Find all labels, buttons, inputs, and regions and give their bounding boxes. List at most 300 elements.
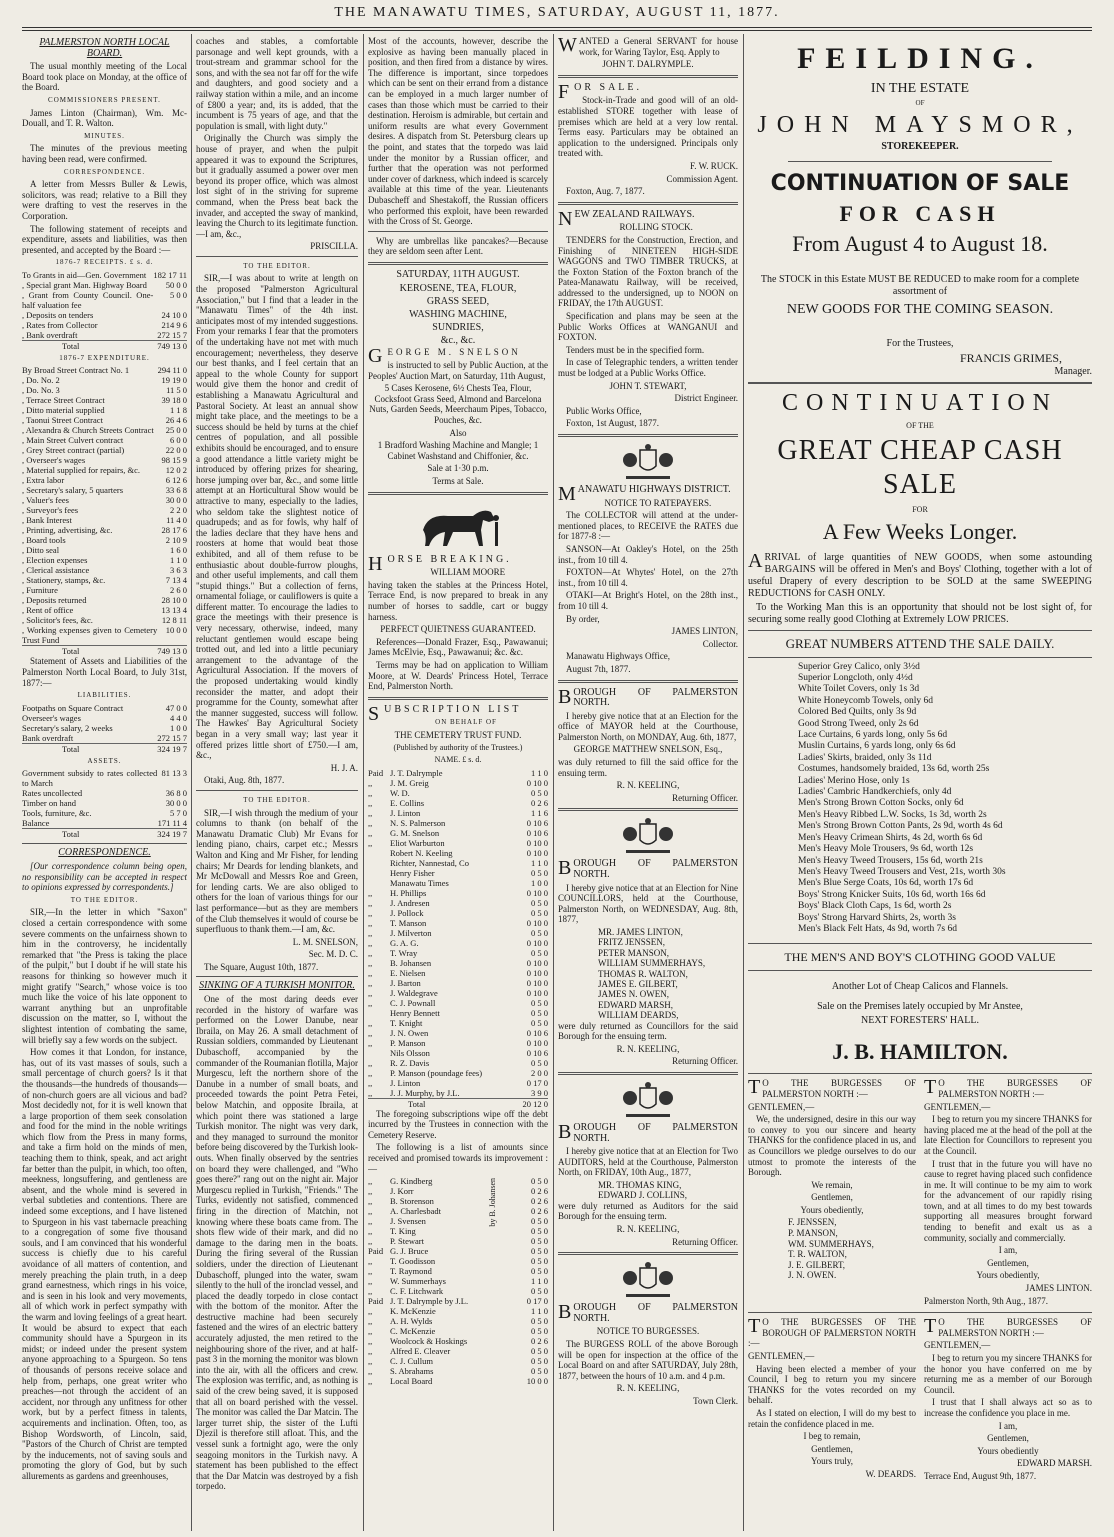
price-list-item: Men's Blue Serge Coats, 10s 6d, worth 17s 6d	[798, 878, 974, 889]
b-right-yours: Yours obediently,	[976, 1270, 1040, 1281]
receipt-row-cell: , Grant from County Council. One-half valuation fee	[22, 289, 154, 310]
expend-row-cell: , Ditto seal	[22, 545, 60, 556]
rail-p2: Specification and plans may be seen at the Public Works Offices at WANGANUI and FOXTON.	[558, 311, 738, 343]
c-right-yours: Yours obediently	[977, 1445, 1039, 1456]
expend-row-cell: , Printing, advertising, &c.	[22, 525, 113, 536]
subscription-row	[368, 1078, 548, 1088]
asset-row-cell: 30 0 0	[165, 798, 187, 809]
expend-row	[22, 555, 187, 565]
divider	[558, 75, 738, 78]
letter2-sig: H. J. A.	[330, 762, 358, 773]
rail-p3: Tenders must be in the specified form.	[566, 344, 705, 355]
subscription-row-cell: P. Stewart	[390, 1236, 424, 1247]
expend-row-cell: , Alexandra & Church Streets Contract	[22, 425, 154, 436]
subscription-row-cell: ,,	[368, 997, 373, 1008]
subs-total	[368, 1098, 548, 1109]
horse-refs: References—Donald Frazer, Esq., Pawawanui; James McElvie, Esq., Pawawanui; &c. &c.	[368, 636, 548, 658]
to-editor-3: TO THE EDITOR.	[243, 795, 311, 804]
subscription-row-cell: ,,	[368, 787, 373, 798]
to-editor: TO THE EDITOR.	[70, 895, 139, 904]
expend-row-cell: , Ditto material supplied	[22, 405, 105, 416]
expend-row	[22, 385, 187, 395]
price-list-item: Superior Grey Calico, only 3½d	[798, 661, 920, 672]
price-list-item: Ladies' Cambric Handkerchiefs, only 4d	[798, 787, 952, 798]
b4-notice: NOTICE TO BURGESSES.	[596, 1326, 700, 1337]
subscription-row	[368, 1018, 548, 1028]
expend-row-cell: , Do. No. 3	[22, 385, 60, 396]
price-list-item: Men's Heavy Tweed Trousers, 15s 6d, worth 21s	[798, 855, 983, 866]
subscription-row-cell: 0 5 0	[531, 1226, 548, 1237]
for-trustees: For the Trustees,	[886, 337, 954, 349]
subscription-row-cell: G. Kindberg	[390, 1176, 433, 1187]
divider	[368, 697, 548, 700]
subscription-row-cell: 0 10 0	[526, 847, 548, 858]
asset-row	[22, 829, 187, 840]
subscription-row-cell: 0 10 6	[526, 817, 548, 828]
great-cheap-cash-sale: GREAT CHEAP CASH SALE	[777, 434, 1063, 500]
subscription-row-cell: ,,	[368, 797, 373, 808]
subscription-row-cell: ,,	[368, 937, 373, 948]
subscription-row-cell: ,,	[368, 897, 373, 908]
divider	[558, 434, 738, 437]
c-right-am: I am,	[998, 1420, 1018, 1431]
subscription-row	[368, 888, 548, 898]
subscription-row-cell: J. N. Owen	[390, 1027, 429, 1038]
c-right-date: Terrace End, August 9th, 1877.	[924, 1470, 1037, 1481]
expend-row-cell: , Grey Street contract (partial)	[22, 445, 125, 456]
divider	[196, 790, 358, 791]
expend-row-cell: 10 0 0	[165, 625, 187, 636]
subscription-row-cell: 0 10 0	[526, 837, 548, 848]
subscription-row	[368, 968, 548, 978]
rail-sub: ROLLING STOCK.	[619, 222, 693, 233]
subscription-row-cell: ,,	[368, 827, 373, 838]
subscription-row-cell	[368, 1008, 390, 1018]
subscription-row-cell: J. Barton	[390, 977, 421, 988]
asset-row-cell: Government subsidy to rates collected to March	[22, 768, 158, 789]
subscription-row-cell: J. Pollock	[390, 907, 424, 918]
price-list-item: Men's Heavy Ribbed L.W. Socks, 1s 3d, worth 2s	[798, 809, 987, 820]
councillor-name: THOMAS R. WALTON,	[598, 968, 688, 979]
signatory-name: WM. SUMMERHAYS,	[788, 1238, 874, 1249]
subscription-row-cell: W. D.	[390, 787, 410, 798]
divider	[748, 1312, 1092, 1313]
subscription-row-cell: Eliot Warburton	[390, 837, 445, 848]
subscription-row-cell: G. M. Snelson	[390, 827, 440, 838]
b-left-gent: GENTLEMEN,—	[748, 1101, 815, 1112]
expend-row-cell: , Do. No. 2	[22, 375, 60, 386]
subscription-row-cell: 0 5 0	[531, 1017, 548, 1028]
subscription-row-cell: 0 5 0	[531, 787, 548, 798]
subscription-row	[368, 1038, 548, 1048]
subscription-row	[368, 1226, 548, 1236]
of-the: OF THE	[906, 420, 934, 430]
subscription-row	[368, 988, 548, 998]
subscription-row	[368, 1186, 548, 1196]
expend-row	[22, 595, 187, 605]
subscription-row-cell: 3 9 0	[531, 1087, 548, 1098]
liab-head: LIABILITIES.	[77, 691, 132, 700]
receipt-row	[22, 270, 187, 280]
letter3-sig: L. M. SNELSON,	[292, 936, 358, 947]
liability-row	[22, 713, 187, 723]
expend-row-cell: 2 6 0	[170, 585, 187, 596]
sale-date: SATURDAY, 11TH AUGUST.	[396, 268, 520, 280]
subscription-row-cell: 0 5 0	[531, 1176, 548, 1187]
receipt-row-cell: 24 10 0	[161, 309, 187, 320]
liability-row-cell: 4 4 0	[170, 712, 187, 723]
subscription-row-cell: ,,	[368, 837, 373, 848]
divider	[196, 256, 358, 257]
snelson-text: is instructed to sell by Public Auction, at the Peoples' Auction Mart, on Saturday, 11th August,	[368, 360, 548, 381]
subscription-row-cell: 0 5 0	[531, 867, 548, 878]
letter3: SIR,—I wish through the medium of your columns to thank (on behalf of the Manawatu Dramatic Club) Mr Evans for lending piano, chairs, carpet etc.; Messrs Walton and King and Mr Fisher, for lending chairs; Mr Deards for lending blankets, and Mr McDowall and Messrs Roe and Green, for lending carts. We are also obliged to others for the loan of various things for our last performance—but as they are members of the Club themselves it would of course be superfluous to thank them.—I am, &c.	[196, 807, 358, 935]
price-list-item: Colored Bed Quilts, only 3s 9d	[798, 707, 917, 718]
subscription-row-cell: J. Waldegrave	[390, 987, 438, 998]
corr-note: [Our correspondence column being open, no responsibility can be accepted in respect to opinions expressed by correspondents.]	[22, 861, 187, 893]
subscription-row-cell	[368, 868, 390, 878]
b2-title: BOROUGH OF PALMERSTON NORTH.	[558, 857, 738, 881]
forsale-name: F. W. RUCK.	[689, 160, 738, 171]
b-left-title: TO THE BURGESSES OF PALMERSTON NORTH :—	[748, 1076, 916, 1099]
expend-row-cell: 26 4 6	[165, 415, 187, 426]
councillor-name: JAMES N. OWEN,	[598, 989, 669, 1000]
subscription-row	[368, 818, 548, 828]
continuation-of-sale: CONTINUATION OF SALE	[770, 170, 1070, 196]
subscription-row-cell: ,,	[368, 1087, 373, 1098]
forsale-date: Foxton, Aug. 7, 1877.	[566, 186, 645, 197]
subscription-row-cell: Robert N. Keeling	[390, 847, 453, 858]
minutes-head: MINUTES.	[84, 131, 125, 140]
subscription-row	[368, 788, 548, 798]
subscription-row-cell: T. King	[390, 1226, 416, 1237]
minutes: The minutes of the previous meeting having been read, were confirmed.	[22, 143, 187, 164]
subscription-row-cell: K. McKenzie	[390, 1306, 436, 1317]
price-list-item: Lace Curtains, 6 yards long, only 5s 6d	[798, 730, 948, 741]
subscription-row-cell: C. McKenzie	[390, 1326, 436, 1337]
subscription-row-cell: ,,	[368, 907, 373, 918]
subscription-row-cell: Richter, Nannestad, Co	[390, 857, 469, 868]
subscription-row	[368, 1196, 548, 1206]
subscription-row-cell: ,,	[368, 1017, 373, 1028]
subscription-row-cell: 0 2 6	[531, 1206, 548, 1217]
hamilton: J. B. HAMILTON.	[832, 1039, 1008, 1065]
expend-row-cell: 25 0 0	[165, 425, 187, 436]
b2-text2: were duly returned as Councillors for the said Borough for the ensuing term.	[558, 1020, 738, 1042]
expend-row-cell: 3 6 3	[170, 565, 187, 576]
sinking-title: SINKING OF A TURKISH MONITOR.	[199, 980, 355, 992]
masthead: THE MANAWATU TIMES, SATURDAY, AUGUST 11, 1877.	[334, 5, 780, 20]
subscription-row-cell: 10 0 0	[526, 1376, 548, 1387]
expend-row-cell: 39 18 0	[161, 395, 187, 406]
expend-row-cell: 12 8 11	[161, 615, 187, 626]
expend-row-cell: , Solicitor's fees, &c.	[22, 615, 93, 626]
subscription-row-cell: 0 10 0	[526, 937, 548, 948]
subscription-row-cell	[368, 848, 390, 858]
expend-row-cell: 1 6 0	[170, 545, 187, 556]
continuation: CONTINUATION	[782, 389, 1058, 416]
b4-text: The BURGESS ROLL of the above Borough will be open for inspection at the office of the Local Board on and after SATURDAY, July 28th, 1877, between the hours of 10 a.m. and 4 p.m.	[558, 1338, 738, 1381]
subscription-row-cell: ,,	[368, 957, 373, 968]
c-left-gent: GENTLEMEN,—	[748, 1351, 815, 1361]
asset-row	[22, 788, 187, 798]
subscription-row	[368, 858, 548, 868]
councillor-name: WILLIAM DEARDS,	[598, 1010, 679, 1021]
subscription-row	[368, 828, 548, 838]
c-right-text2: I trust that I shall always act so as to increase the confidence you place in me.	[924, 1397, 1092, 1418]
b-right-g: Gentlemen,	[987, 1257, 1029, 1268]
b2-name: R. N. KEELING,	[616, 1043, 680, 1054]
asset-row	[22, 798, 187, 808]
receipt-row	[22, 290, 187, 310]
expend-row-cell: 98 15 9	[161, 455, 187, 466]
divider	[748, 630, 1092, 631]
b1-name: R. N. KEELING,	[616, 780, 680, 791]
c-right-title: TO THE BURGESSES OF PALMERSTON NORTH :—	[924, 1315, 1092, 1338]
subscription-row-cell: Paid	[368, 767, 384, 778]
mens-value: THE MEN'S AND BOY'S CLOTHING GOOD VALUE	[784, 950, 1056, 965]
subscription-row-cell: 0 5 0	[531, 1366, 548, 1377]
receipt-row	[22, 330, 187, 341]
subs-head: NAME. £ s. d.	[434, 755, 482, 765]
receipt-row-cell: 50 0 0	[165, 279, 187, 290]
washing: 1 Bradford Washing Machine and Mangle; 1 Cabinet Washstand and Chiffonier, &c.	[377, 440, 539, 461]
liab-table	[22, 703, 187, 754]
subscription-row-cell: ,,	[368, 1037, 373, 1048]
signatory-name: J. E. GILBERT,	[788, 1259, 846, 1270]
divider	[558, 808, 738, 811]
expend-row-cell: , Main Street Culvert contract	[22, 435, 124, 446]
column-3	[368, 36, 548, 1531]
subscription-row-cell: 0 5 0	[531, 1316, 548, 1327]
subscription-row	[368, 1266, 548, 1276]
expend-row	[22, 625, 187, 646]
subs-total-label: Total	[368, 1098, 493, 1109]
subscription-row-cell: Alfred E. Cleaver	[390, 1346, 451, 1357]
subscription-row	[368, 998, 548, 1008]
great-numbers: GREAT NUMBERS ATTEND THE SALE DAILY.	[785, 635, 1055, 651]
expend-row-cell: 7 13 4	[165, 575, 187, 586]
price-list-item: White Honeycomb Towels, only 6d	[798, 695, 934, 706]
snelson-goods: 5 Cases Kerosene, 6½ Chests Tea, Flour, Cocksfoot Grass Seed, Almond and Barcelona Nuts, Garden Seeds, Meerchaum Pipes, Tobacco, Pouches, &c.	[369, 383, 547, 426]
for-cash: FOR CASH	[839, 200, 1001, 226]
subscription-row-cell: Local Board	[390, 1376, 433, 1387]
rail-title: NEW ZEALAND RAILWAYS.	[558, 207, 695, 230]
subscription-row-cell: J. Korr	[390, 1186, 414, 1197]
expend-row	[22, 545, 187, 555]
letter1-sig: PRISCILLA.	[310, 241, 358, 252]
subscription-row	[368, 878, 548, 888]
subscription-row-cell: 0 10 0	[526, 987, 548, 998]
councillor-name: FRITZ JENSSEN,	[598, 937, 666, 948]
receipt-row-cell: , Bank overdraft	[22, 329, 78, 340]
sale-item: &c., &c.	[440, 335, 476, 347]
subscription-row-cell: ,,	[368, 807, 373, 818]
statement: The following statement of receipts and expenditure, assets and liabilities, was then presented, and accepted by the Board :—	[22, 223, 187, 255]
receipt-row	[22, 310, 187, 320]
subscription-row-cell: 1 1 6	[531, 807, 548, 818]
expend-row	[22, 646, 187, 657]
receipt-row	[22, 320, 187, 330]
subscription-row-cell: ,,	[368, 1306, 373, 1317]
subscription-row-cell: 0 5 0	[531, 1216, 548, 1227]
subscription-row-cell: 0 5 0	[531, 1246, 548, 1257]
to-editor-2: TO THE EDITOR.	[243, 261, 311, 270]
subscription-row-cell: Woolcock & Hoskings	[390, 1336, 468, 1347]
divider	[748, 657, 1092, 658]
price-list-item: Men's Heavy Mole Trousers, 9s 6d, worth 12s	[798, 844, 974, 855]
subscription-row	[368, 1346, 548, 1356]
letter2-place: Otaki, Aug. 8th, 1877.	[204, 775, 285, 786]
hw-name: JAMES LINTON,	[671, 626, 738, 637]
hw-notice: NOTICE TO RATEPAYERS.	[604, 497, 712, 508]
expend-row-cell: , Bank Interest	[22, 515, 72, 526]
subscription-row-cell: 0 5 0	[531, 1236, 548, 1247]
expend-row-cell: 2 2 0	[170, 505, 187, 516]
subscription-row-cell: ,,	[368, 1376, 373, 1387]
subscription-row-cell: E. Collins	[390, 797, 425, 808]
expend-row-cell: By Broad Street Contract No. 1	[22, 365, 130, 376]
c-left-title: TO THE BURGESSES OF THE BOROUGH OF PALMERSTON NORTH :—	[748, 1315, 916, 1349]
subscription-row-cell: ,,	[368, 977, 373, 988]
liability-row-cell: Footpaths on Square Contract	[22, 702, 124, 713]
price-list-item: Ladies' Merino Hose, only 1s	[798, 775, 910, 786]
asset-row-cell: 324 19 7	[157, 829, 187, 840]
expend-row	[22, 505, 187, 515]
subscription-row-cell: J. Andresen	[390, 897, 430, 908]
subscription-row-cell: J. Svensen	[390, 1216, 426, 1227]
working-man: To the Working Man this is an opportunity that should not be lost sight of, for securing some really good Clothing at Extremely LOW PRICES.	[748, 601, 1092, 625]
subscription-row-cell: ,,	[368, 917, 373, 928]
divider	[558, 680, 738, 683]
subscription-row-cell: T. Wray	[390, 947, 418, 958]
maysmor-name: JOHN MAYSMOR,	[757, 111, 1083, 138]
expend-row-cell: , Election expenses	[22, 555, 88, 566]
liability-row-cell: Bank overdraft	[22, 732, 74, 743]
arrival: ARRIVAL of large quantities of NEW GOODS, when some astounding BARGAINS will be offered in Men's and Boys' Clothing, together with a lot of useful Drapery of every description to be SOLD at the same SWEEPING REDUCTIONS for CASH ONLY.	[748, 549, 1092, 599]
forsale-role: Commission Agent.	[666, 173, 738, 184]
subscription-row	[368, 1306, 548, 1316]
subscription-row-cell: 0 10 6	[526, 827, 548, 838]
c-right-text: I beg to return you my sincere THANKS for the honor you have conferred on me by returning me as a member of our Borough Council.	[924, 1353, 1092, 1395]
corr-title: CORRESPONDENCE.	[58, 847, 151, 859]
b-right-name: JAMES LINTON.	[1025, 1283, 1092, 1294]
subscription-row-cell: ,,	[368, 1226, 373, 1237]
few-weeks: A Few Weeks Longer.	[822, 518, 1018, 544]
b-right-text: I beg to return you my sincere THANKS for having placed me at the head of the poll at the late Election for Councillors to represent you at the Council.	[924, 1114, 1092, 1156]
receipt-row-cell: 182 17 11	[153, 269, 187, 280]
subscription-row-cell: Manawatu Times	[390, 877, 449, 888]
price-list-item: Men's Heavy Crimean Shirts, 4s 2d, worth 6s 6d	[798, 832, 983, 843]
assets-head: ASSETS.	[87, 756, 122, 765]
councillor-name: EDWARD MARSH,	[598, 999, 674, 1010]
divider	[368, 231, 548, 232]
subscription-row-cell: ,,	[368, 1326, 373, 1337]
subscription-row-cell: C. F. Litchwark	[390, 1286, 444, 1297]
subscription-row-cell: ,,	[368, 967, 373, 978]
expend-row	[22, 425, 187, 435]
receipts-head: 1876-7 RECEIPTS. £ s. d.	[55, 258, 154, 267]
asset-row-cell: 36 8 0	[165, 788, 187, 799]
letter1-cont: coaches and stables, a comfortable parsonage and well kept grounds, with a trout-stream and grammar school for the sons, and with the sea not far off for the wife and daughters, and good society and a railway station within a mile, and an income of £800 a year; and, its is added, that the incumbent is 75 years of age, and that the population is small, with light duty."	[196, 36, 358, 131]
b-left-names	[788, 1217, 916, 1281]
subscription-row-cell: 0 17 0	[526, 1296, 548, 1307]
wanted: WANTED a General SERVANT for house work, for Waring Taylor, Esq. Apply to	[558, 36, 738, 57]
expend-table	[22, 365, 187, 656]
new-goods: NEW GOODS FOR THE COMING SEASON.	[786, 301, 1054, 317]
subscription-row-cell: 0 5 0	[531, 1256, 548, 1267]
subscription-row	[368, 928, 548, 938]
sale-dates: From August 4 to August 18.	[792, 230, 1048, 256]
subscription-row	[368, 1236, 548, 1246]
sale-items	[368, 282, 548, 347]
subscription-row	[368, 1376, 548, 1386]
subs2-table	[368, 1176, 548, 1386]
estate-of: OF	[915, 98, 925, 107]
c-right-name: EDWARD MARSH.	[1016, 1458, 1092, 1469]
subscription-row	[368, 1068, 548, 1078]
hw-p1: The COLLECTOR will attend at the under-mentioned places, to RECEIVE the RATES due for 1877-8 :—	[558, 510, 738, 542]
subscription-row-cell: ,,	[368, 1366, 373, 1377]
thanks-notices-row-2	[748, 1317, 1092, 1483]
subscription-row-cell: W. Summerhays	[390, 1276, 446, 1287]
c-left-name: W. DEARDS.	[865, 1468, 916, 1479]
rail-date: Foxton, 1st August, 1877.	[566, 418, 660, 429]
b-right-text2: I trust that in the future you will have no cause to regret having placed such confidence in me. It will continue to be my aim to work for the advancement of our rapidly rising town, and at all times to do my best towards supporting all measures brought forward tending to benefit and exalt us as a community, socially and commercially.	[924, 1158, 1092, 1243]
b3-name: R. N. KEELING,	[616, 1224, 680, 1234]
column-2	[196, 36, 358, 1531]
subscription-row-cell: ,,	[368, 1176, 373, 1187]
b4-title: BOROUGH OF PALMERSTON NORTH.	[558, 1301, 738, 1324]
subscription-row-cell: ,,	[368, 1216, 373, 1227]
price-list-item: Men's Strong Brown Cotton Pants, 2s 9d, worth 4s 6d	[798, 821, 1003, 832]
signatory-name: T. R. WALTON,	[788, 1249, 847, 1260]
column-5	[748, 36, 1092, 1531]
expend-row	[22, 375, 187, 385]
expend-row	[22, 575, 187, 585]
liability-row-cell: 1 0 0	[170, 722, 187, 733]
subscription-row-cell: T. Knight	[390, 1017, 423, 1028]
subscription-row	[368, 1286, 548, 1296]
c-left-remain: I beg to remain,	[803, 1431, 861, 1442]
subscription-row-cell: 0 10 6	[526, 1047, 548, 1058]
expend-row-cell: , Taonui Street Contract	[22, 415, 103, 426]
terms: Terms at Sale.	[432, 476, 484, 486]
c-left-text: Having been elected a member of your Council, I beg to return you my sincere THANKS for the votes recorded on my behalf.	[748, 1363, 916, 1406]
subscription-row	[368, 978, 548, 988]
asset-row	[22, 768, 187, 788]
wanted-name: JOHN T. DALRYMPLE.	[602, 59, 694, 70]
thanks-deards	[748, 1317, 916, 1483]
expend-row	[22, 365, 187, 375]
receipt-row-cell: Total	[22, 340, 153, 351]
subscription-row-cell: ,,	[368, 1316, 373, 1327]
auditor-name: MR. THOMAS KING,	[598, 1180, 682, 1190]
expend-row	[22, 565, 187, 575]
subscription-row-cell: ,,	[368, 1256, 373, 1267]
subscription-row-cell: 0 10 0	[526, 917, 548, 928]
divider	[558, 202, 738, 205]
b2-role: Returning Officer.	[672, 1056, 738, 1067]
liability-row-cell: Overseer's wages	[22, 712, 81, 723]
subscription-row-cell: J. Linton	[390, 807, 421, 818]
expend-row	[22, 475, 187, 485]
expend-row-cell: 22 0 0	[165, 445, 187, 456]
subscription-row	[368, 1206, 548, 1216]
another-lot: Another Lot of Cheap Calicos and Flannels.	[831, 981, 1009, 993]
asset-row-cell: Tools, furniture, &c.	[22, 808, 92, 819]
corr: A letter from Messrs Buller & Lewis, solicitors, was read; relative to a Bill they were drafting to vest the reserves in the Corporation.	[22, 179, 187, 221]
